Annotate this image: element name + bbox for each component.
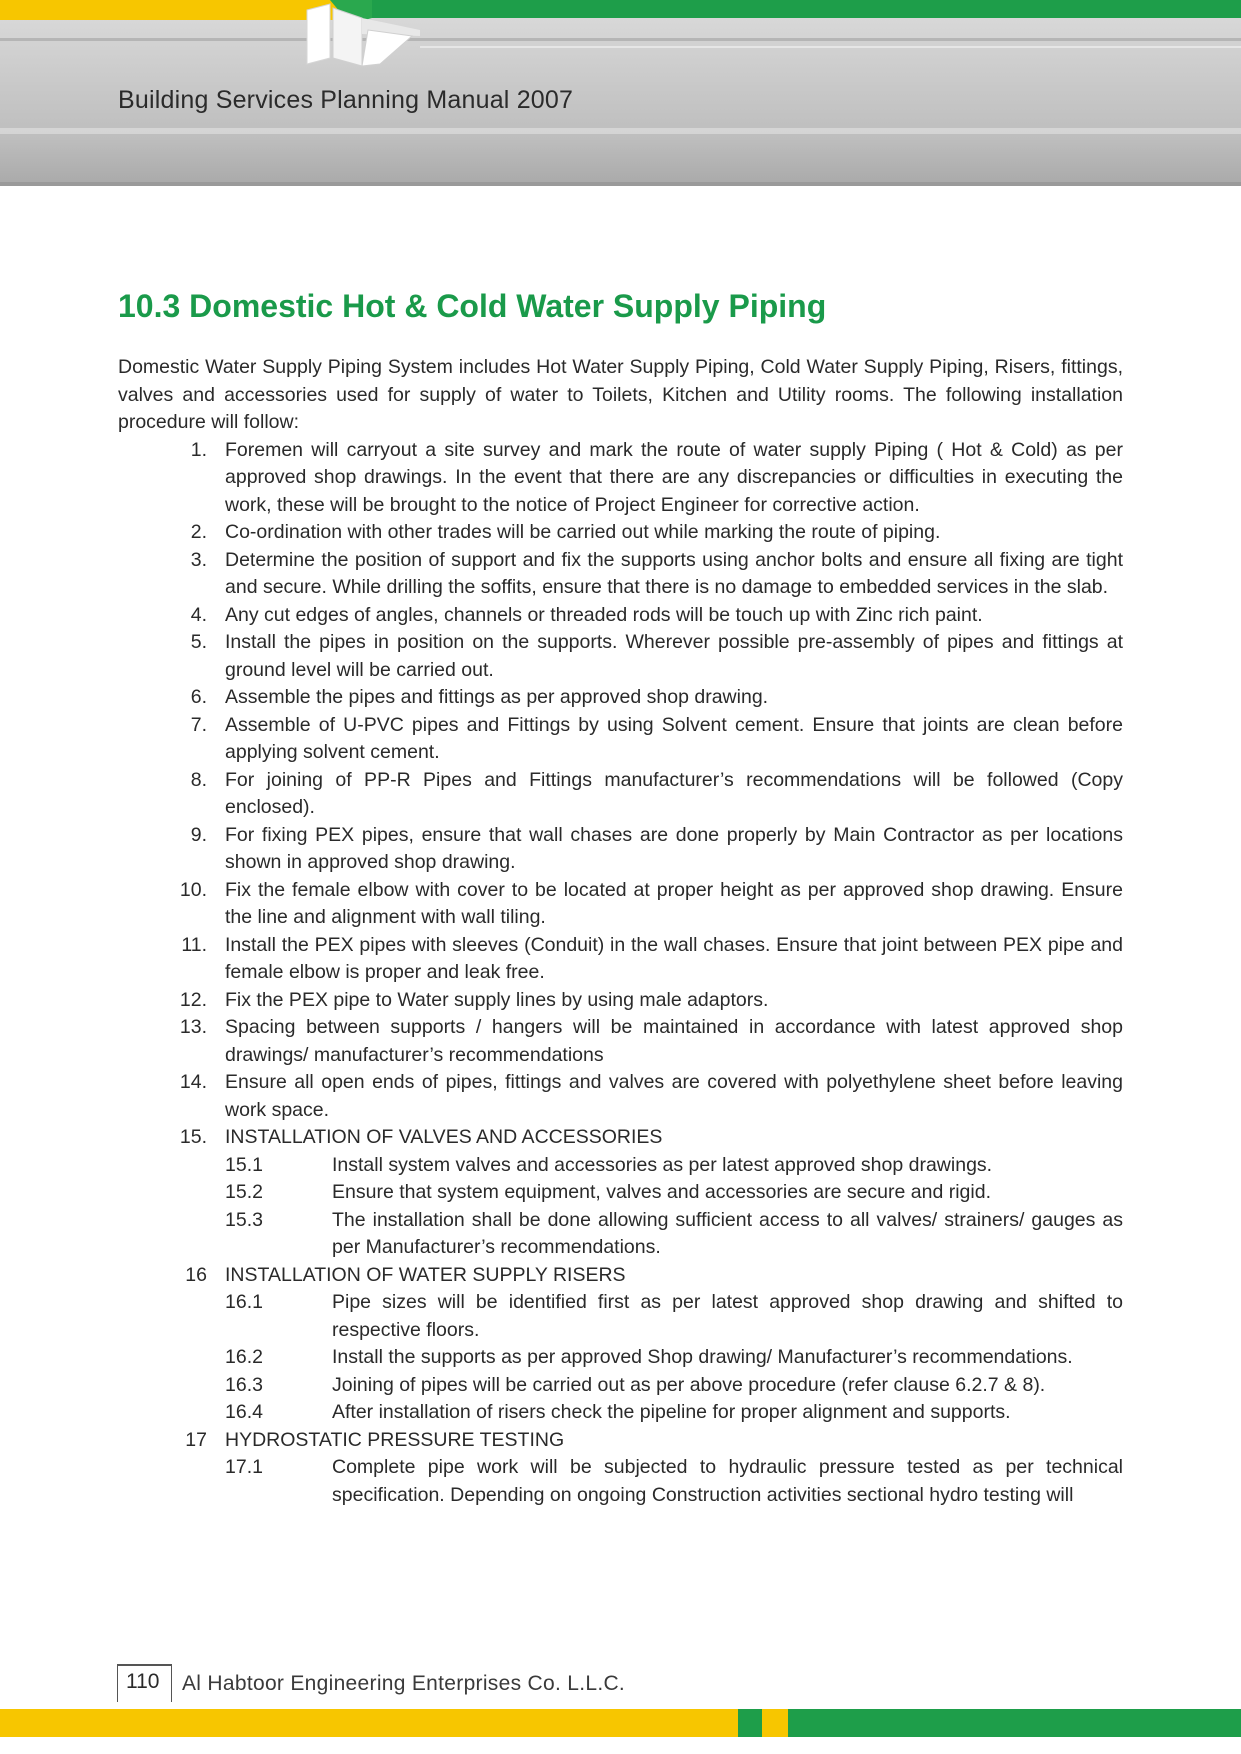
- item-number: 10.: [179, 878, 207, 901]
- sublist-item: [118, 1289, 1123, 1344]
- intro-paragraph: Domestic Water Supply Piping System includes Hot Water Supply Piping, Cold Water Supply Piping, Risers, fittings, valves and accessories used for supply of water to Toilets, Kitchen and Utility rooms. The following installation procedure will follow:: [118, 356, 1123, 433]
- manual-title: Building Services Planning Manual 2007: [118, 86, 574, 114]
- subitem-text: Ensure that system equipment, valves and accessories are secure and rigid.: [332, 1181, 992, 1203]
- item-number: 13.: [179, 1016, 207, 1038]
- item-text: Assemble of U-PVC pipes and Fittings by using Solvent cement. Ensure that joints are clean before applying solvent cement.: [225, 713, 1123, 763]
- list-item: [118, 684, 1123, 712]
- subitem-number: 17.1: [225, 1456, 263, 1478]
- section-body: [118, 354, 1123, 1509]
- item-text: Fix the female elbow with cover to be located at proper height as per approved shop drawing. Ensure the line and alignment with wall tiling.: [225, 878, 1123, 928]
- item-number: 16: [185, 1263, 207, 1286]
- subitem-text: Install system valves and accessories as per latest approved shop drawings.: [332, 1153, 993, 1176]
- header-bottom-shadow: [0, 182, 1241, 186]
- subitem-text: The installation shall be done allowing sufficient access to all valves/ strainers/ gauges as per Manufacturer’s recommendations.: [332, 1208, 1123, 1258]
- item-number: 2.: [190, 521, 207, 543]
- list-item: [118, 519, 1123, 547]
- list-item: [118, 822, 1123, 877]
- item-text: Spacing between supports / hangers will be maintained in accordance with latest approved shop drawings/ manufacturer’s recommendations: [225, 1016, 1123, 1066]
- sublist-testing: [118, 1454, 1123, 1509]
- list-item: [118, 1014, 1123, 1069]
- footer-color-stripe: [0, 1709, 1241, 1737]
- item-text: HYDROSTATIC PRESSURE TESTING: [225, 1428, 565, 1451]
- item-text: Assemble the pipes and fittings as per approved shop drawing.: [225, 686, 769, 708]
- list-item-testing-heading: [118, 1427, 1123, 1455]
- subitem-number: 16.4: [225, 1401, 263, 1423]
- item-number: 5.: [190, 631, 207, 653]
- list-item: [118, 547, 1123, 602]
- subitem-number: 16.2: [225, 1346, 263, 1368]
- list-item: [118, 932, 1123, 987]
- sublist-item: [118, 1399, 1123, 1427]
- page-header: [0, 0, 1241, 186]
- sublist-item: [118, 1207, 1123, 1262]
- item-text: Install the pipes in position on the supports. Wherever possible pre-assembly of pipes and fittings at ground level will be carried out.: [225, 631, 1123, 681]
- subitem-number: 16.3: [225, 1373, 263, 1396]
- item-text: For fixing PEX pipes, ensure that wall chases are done properly by Main Contractor as per locations shown in approved shop drawing.: [225, 823, 1123, 873]
- list-item: [118, 767, 1123, 822]
- list-item: [118, 629, 1123, 684]
- header-shade: [0, 128, 1241, 134]
- company-name: Al Habtoor Engineering Enterprises Co. L.L.C.: [182, 1672, 626, 1695]
- item-number: 8.: [190, 768, 207, 791]
- list-item: [118, 602, 1123, 630]
- item-number: 1.: [190, 438, 207, 461]
- list-item: [118, 437, 1123, 520]
- item-number: 4.: [190, 603, 207, 626]
- item-number: 7.: [190, 713, 207, 736]
- item-text: Co-ordination with other trades will be carried out while marking the route of piping.: [225, 521, 941, 543]
- list-item: [118, 712, 1123, 767]
- subitem-text: Joining of pipes will be carried out as per above procedure (refer clause 6.2.7 & 8).: [332, 1373, 1046, 1396]
- sublist-risers: [118, 1289, 1123, 1427]
- item-text: Install the PEX pipes with sleeves (Conduit) in the wall chases. Ensure that joint between PEX pipe and female elbow is proper and leak free.: [225, 933, 1123, 983]
- subitem-number: 15.2: [225, 1181, 263, 1203]
- section-heading: 10.3 Domestic Hot & Cold Water Supply Piping: [118, 288, 827, 324]
- sublist-item: [118, 1179, 1123, 1207]
- item-number: 11.: [181, 933, 207, 956]
- item-text: Determine the position of support and fix the supports using anchor bolts and ensure all fixing are tight and secure. While drilling the soffits, ensure that there is no damage to embedded services in the slab.: [225, 548, 1123, 598]
- procedure-list: [118, 437, 1123, 1510]
- item-text: Foremen will carryout a site survey and mark the route of water supply Piping ( Hot & Cold) as per approved shop drawings. In the event that there are any discrepancies or difficulties in executing the work, these will be brought to the notice of Project Engineer for corrective action.: [225, 438, 1123, 516]
- subitem-text: Pipe sizes will be identified first as per latest approved shop drawing and shifted to respective floors.: [332, 1291, 1123, 1341]
- subitem-number: 16.1: [225, 1291, 263, 1313]
- item-number: 12.: [179, 988, 207, 1011]
- item-number: 14.: [179, 1071, 207, 1093]
- subitem-number: 15.1: [225, 1153, 263, 1176]
- list-item: [118, 1069, 1123, 1124]
- sublist-item: [118, 1372, 1123, 1400]
- sublist-item: [118, 1344, 1123, 1372]
- header-stripes-graphic: [0, 0, 1241, 80]
- sublist-item: [118, 1454, 1123, 1509]
- item-number: 6.: [190, 686, 207, 708]
- list-item: [118, 877, 1123, 932]
- item-text: INSTALLATION OF WATER SUPPLY RISERS: [225, 1263, 626, 1286]
- subitem-text: After installation of risers check the pipeline for proper alignment and supports.: [332, 1401, 1011, 1423]
- item-number: 15.: [179, 1126, 207, 1148]
- item-text: Fix the PEX pipe to Water supply lines by using male adaptors.: [225, 988, 769, 1011]
- item-text: INSTALLATION OF VALVES AND ACCESSORIES: [225, 1126, 663, 1148]
- subitem-text: Complete pipe work will be subjected to hydraulic pressure tested as per technical specification. Depending on ongoing Construction activities sectional hydro testing will: [332, 1456, 1123, 1506]
- sublist-valves: [118, 1152, 1123, 1262]
- item-text: Ensure all open ends of pipes, fittings and valves are covered with polyethylene sheet before leaving work space.: [225, 1071, 1123, 1121]
- sublist-item: [118, 1152, 1123, 1180]
- item-text: For joining of PP-R Pipes and Fittings manufacturer’s recommendations will be followed (Copy enclosed).: [225, 768, 1123, 818]
- item-number: 9.: [190, 823, 207, 846]
- list-item-risers-heading: [118, 1262, 1123, 1290]
- item-number: 17: [185, 1428, 207, 1451]
- subitem-number: 15.3: [225, 1208, 263, 1231]
- subitem-text: Install the supports as per approved Shop drawing/ Manufacturer’s recommendations.: [332, 1346, 1073, 1368]
- page-number: 110: [126, 1670, 160, 1693]
- item-text: Any cut edges of angles, channels or threaded rods will be touch up with Zinc rich paint.: [225, 603, 983, 626]
- list-item-valves-heading: [118, 1124, 1123, 1152]
- list-item: [118, 987, 1123, 1015]
- item-number: 3.: [190, 548, 207, 571]
